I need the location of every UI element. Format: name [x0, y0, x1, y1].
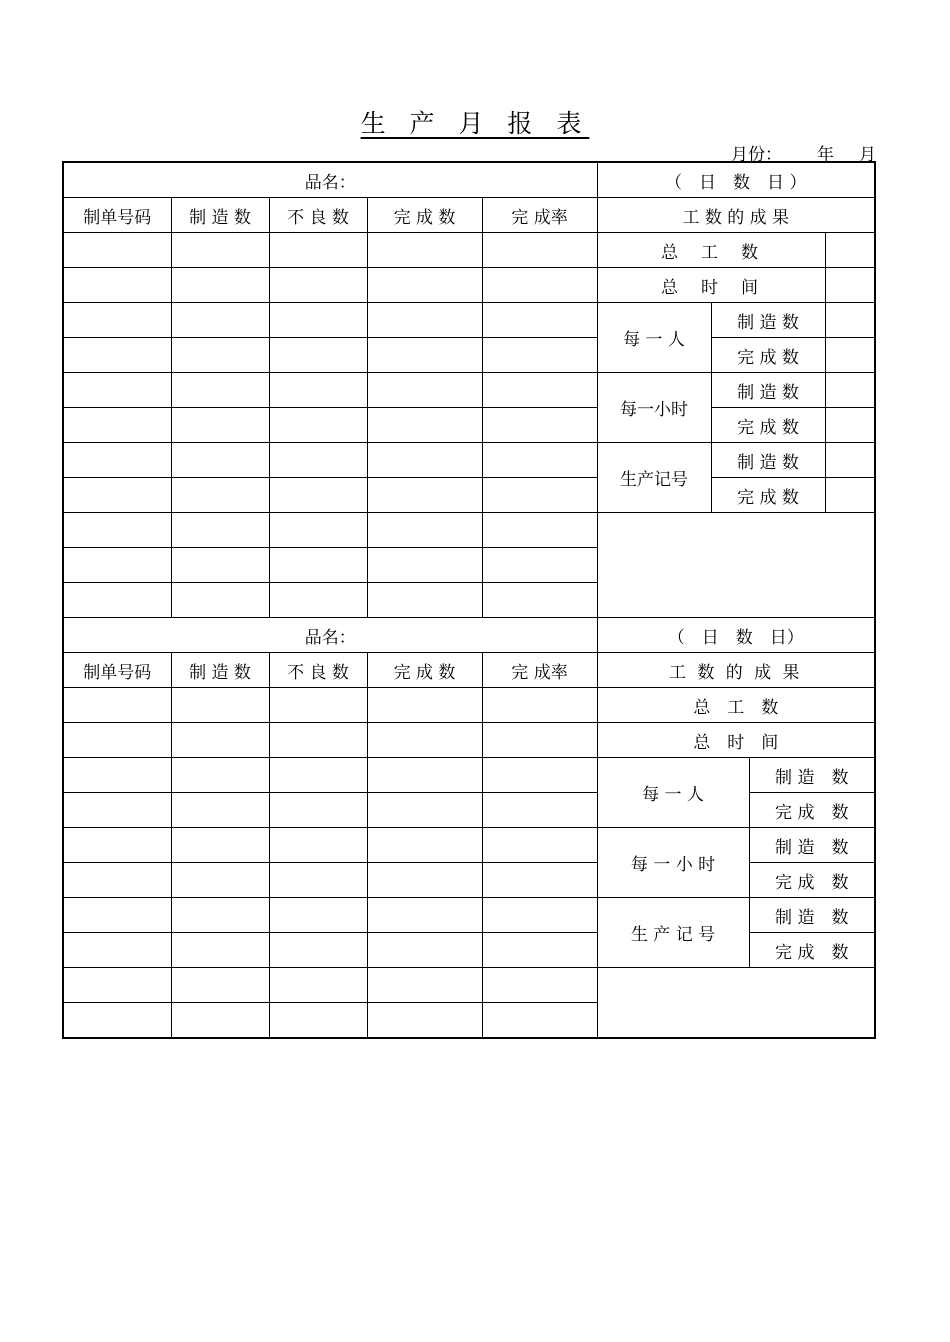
cell[interactable] — [63, 898, 171, 933]
cell[interactable] — [269, 898, 367, 933]
col-order-number: 制单号码 — [63, 653, 171, 688]
total-work-value[interactable] — [825, 233, 875, 268]
cell[interactable] — [63, 723, 171, 758]
cell[interactable] — [367, 688, 482, 723]
cell[interactable] — [367, 513, 482, 548]
cell[interactable] — [269, 863, 367, 898]
per-person-label: 每 一 人 — [597, 758, 749, 828]
cell[interactable] — [482, 863, 597, 898]
cell[interactable] — [269, 548, 367, 583]
cell[interactable] — [63, 968, 171, 1003]
value-cell[interactable] — [825, 338, 875, 373]
cell[interactable] — [482, 513, 597, 548]
cell[interactable] — [269, 268, 367, 303]
cell[interactable] — [367, 268, 482, 303]
done-label: 完 成 数 — [711, 478, 825, 513]
cell[interactable] — [482, 303, 597, 338]
cell[interactable] — [63, 863, 171, 898]
cell[interactable] — [269, 303, 367, 338]
table-row — [63, 513, 875, 548]
cell[interactable] — [269, 513, 367, 548]
made-label: 制 造 数 — [749, 828, 875, 863]
value-cell[interactable] — [825, 303, 875, 338]
cell[interactable] — [367, 443, 482, 478]
col-defect-count: 不 良 数 — [269, 198, 367, 233]
total-time-value[interactable] — [825, 268, 875, 303]
cell[interactable] — [171, 723, 269, 758]
col-defect-count: 不 良 数 — [269, 653, 367, 688]
report-title: 生 产 月 报 表 — [360, 109, 590, 138]
cell[interactable] — [367, 793, 482, 828]
cell[interactable] — [63, 268, 171, 303]
table-row — [63, 793, 875, 828]
table-row — [63, 233, 875, 268]
made-label: 制 造 数 — [749, 758, 875, 793]
col-order-number: 制单号码 — [63, 198, 171, 233]
cell[interactable] — [482, 968, 597, 1003]
cell[interactable] — [269, 408, 367, 443]
table-row — [63, 723, 875, 758]
cell[interactable] — [269, 233, 367, 268]
cell[interactable] — [63, 583, 171, 618]
cell[interactable] — [367, 478, 482, 513]
table-row — [63, 408, 875, 443]
cell[interactable] — [367, 408, 482, 443]
cell[interactable] — [63, 548, 171, 583]
cell[interactable] — [63, 758, 171, 793]
cell[interactable] — [63, 373, 171, 408]
cell[interactable] — [482, 758, 597, 793]
blank-area — [597, 968, 875, 1039]
month-label: 月份： — [731, 145, 782, 165]
made-label: 制 造 数 — [711, 373, 825, 408]
table-row — [63, 898, 875, 933]
cell[interactable] — [63, 443, 171, 478]
cell[interactable] — [482, 548, 597, 583]
section1-header-row — [63, 162, 875, 198]
cell[interactable] — [482, 1003, 597, 1039]
cell[interactable] — [171, 583, 269, 618]
production-record-label: 生 产 记 号 — [597, 898, 749, 968]
cell[interactable] — [482, 583, 597, 618]
cell[interactable] — [367, 373, 482, 408]
table-row — [63, 828, 875, 863]
per-hour-label: 每 一 小 时 — [597, 828, 749, 898]
cell[interactable] — [171, 758, 269, 793]
cell[interactable] — [269, 443, 367, 478]
cell[interactable] — [63, 688, 171, 723]
table-row — [63, 863, 875, 898]
cell[interactable] — [171, 933, 269, 968]
cell[interactable] — [171, 338, 269, 373]
cell[interactable] — [171, 688, 269, 723]
cell[interactable] — [63, 233, 171, 268]
product-name-label: 品名： — [63, 618, 597, 653]
cell[interactable] — [482, 373, 597, 408]
cell[interactable] — [171, 1003, 269, 1039]
cell[interactable] — [171, 513, 269, 548]
cell[interactable] — [171, 863, 269, 898]
cell[interactable] — [367, 548, 482, 583]
cell[interactable] — [63, 933, 171, 968]
cell[interactable] — [269, 478, 367, 513]
made-label: 制 造 数 — [711, 443, 825, 478]
cell[interactable] — [482, 793, 597, 828]
done-label: 完 成 数 — [711, 338, 825, 373]
done-label: 完 成 数 — [711, 408, 825, 443]
cell[interactable] — [482, 478, 597, 513]
table-row — [63, 478, 875, 513]
month-unit-label: 月 — [859, 145, 876, 165]
cell[interactable] — [367, 583, 482, 618]
cell[interactable] — [367, 898, 482, 933]
table-row — [63, 688, 875, 723]
cell[interactable] — [482, 443, 597, 478]
cell[interactable] — [482, 268, 597, 303]
cell[interactable] — [367, 933, 482, 968]
cell[interactable] — [482, 933, 597, 968]
cell[interactable] — [269, 373, 367, 408]
cell[interactable] — [171, 968, 269, 1003]
col-done-rate: 完 成率 — [482, 653, 597, 688]
done-label: 完 成 数 — [749, 793, 875, 828]
cell[interactable] — [482, 723, 597, 758]
cell[interactable] — [269, 758, 367, 793]
value-cell[interactable] — [825, 478, 875, 513]
cell[interactable] — [171, 548, 269, 583]
cell[interactable] — [367, 758, 482, 793]
cell[interactable] — [171, 268, 269, 303]
cell[interactable] — [171, 898, 269, 933]
blank-area — [597, 513, 875, 618]
cell[interactable] — [269, 933, 367, 968]
column-header-row — [63, 653, 875, 688]
cell[interactable] — [367, 233, 482, 268]
cell[interactable] — [269, 793, 367, 828]
results-title: 工 数 的 成 果 — [597, 198, 875, 233]
done-label: 完 成 数 — [749, 863, 875, 898]
total-time-label: 总 时 间 — [597, 723, 875, 758]
total-time-label: 总 时 间 — [597, 268, 825, 303]
cell[interactable] — [367, 828, 482, 863]
table-row — [63, 968, 875, 1003]
col-done-rate: 完 成率 — [482, 198, 597, 233]
cell[interactable] — [482, 898, 597, 933]
cell[interactable] — [171, 828, 269, 863]
cell[interactable] — [63, 478, 171, 513]
days-label: （ 日 数 日） — [597, 618, 875, 653]
cell[interactable] — [269, 723, 367, 758]
cell[interactable] — [63, 828, 171, 863]
product-name-label: 品名： — [63, 162, 597, 198]
col-made-count: 制 造 数 — [171, 653, 269, 688]
cell[interactable] — [171, 478, 269, 513]
cell[interactable] — [63, 408, 171, 443]
table-row — [63, 338, 875, 373]
cell[interactable] — [367, 338, 482, 373]
total-work-label: 总 工 数 — [597, 688, 875, 723]
cell[interactable] — [482, 338, 597, 373]
year-label: 年 — [817, 145, 834, 165]
table-row — [63, 268, 875, 303]
value-cell[interactable] — [825, 408, 875, 443]
done-label: 完 成 数 — [749, 933, 875, 968]
made-label: 制 造 数 — [711, 303, 825, 338]
cell[interactable] — [171, 408, 269, 443]
cell[interactable] — [367, 723, 482, 758]
cell[interactable] — [171, 443, 269, 478]
cell[interactable] — [171, 233, 269, 268]
cell[interactable] — [63, 338, 171, 373]
per-hour-label: 每一小时 — [597, 373, 711, 443]
table-row — [63, 443, 875, 478]
total-work-label: 总 工 数 — [597, 233, 825, 268]
cell[interactable] — [269, 583, 367, 618]
cell[interactable] — [269, 338, 367, 373]
cell[interactable] — [482, 688, 597, 723]
table-row — [63, 933, 875, 968]
value-cell[interactable] — [825, 443, 875, 478]
cell[interactable] — [482, 828, 597, 863]
col-done-count: 完 成 数 — [367, 653, 482, 688]
cell[interactable] — [367, 303, 482, 338]
cell[interactable] — [171, 793, 269, 828]
table-row — [63, 758, 875, 793]
cell[interactable] — [269, 1003, 367, 1039]
cell[interactable] — [63, 303, 171, 338]
cell[interactable] — [269, 968, 367, 1003]
cell[interactable] — [482, 408, 597, 443]
results-title: 工 数 的 成 果 — [597, 653, 875, 688]
cell[interactable] — [63, 513, 171, 548]
cell[interactable] — [171, 303, 269, 338]
monthly-report-table — [62, 161, 876, 1039]
cell[interactable] — [269, 828, 367, 863]
cell[interactable] — [482, 233, 597, 268]
cell[interactable] — [63, 793, 171, 828]
table-row — [63, 303, 875, 338]
cell[interactable] — [367, 863, 482, 898]
cell[interactable] — [367, 1003, 482, 1039]
table-row — [63, 373, 875, 408]
days-label: （ 日 数 日 ） — [597, 162, 875, 198]
made-label: 制 造 数 — [749, 898, 875, 933]
cell[interactable] — [269, 688, 367, 723]
cell[interactable] — [367, 968, 482, 1003]
production-record-label: 生产记号 — [597, 443, 711, 513]
section2-header-row — [63, 618, 875, 653]
month-line — [731, 140, 881, 165]
col-done-count: 完 成 数 — [367, 198, 482, 233]
value-cell[interactable] — [825, 373, 875, 408]
per-person-label: 每 一 人 — [597, 303, 711, 373]
cell[interactable] — [63, 1003, 171, 1039]
column-header-row — [63, 198, 875, 233]
col-made-count: 制 造 数 — [171, 198, 269, 233]
cell[interactable] — [171, 373, 269, 408]
